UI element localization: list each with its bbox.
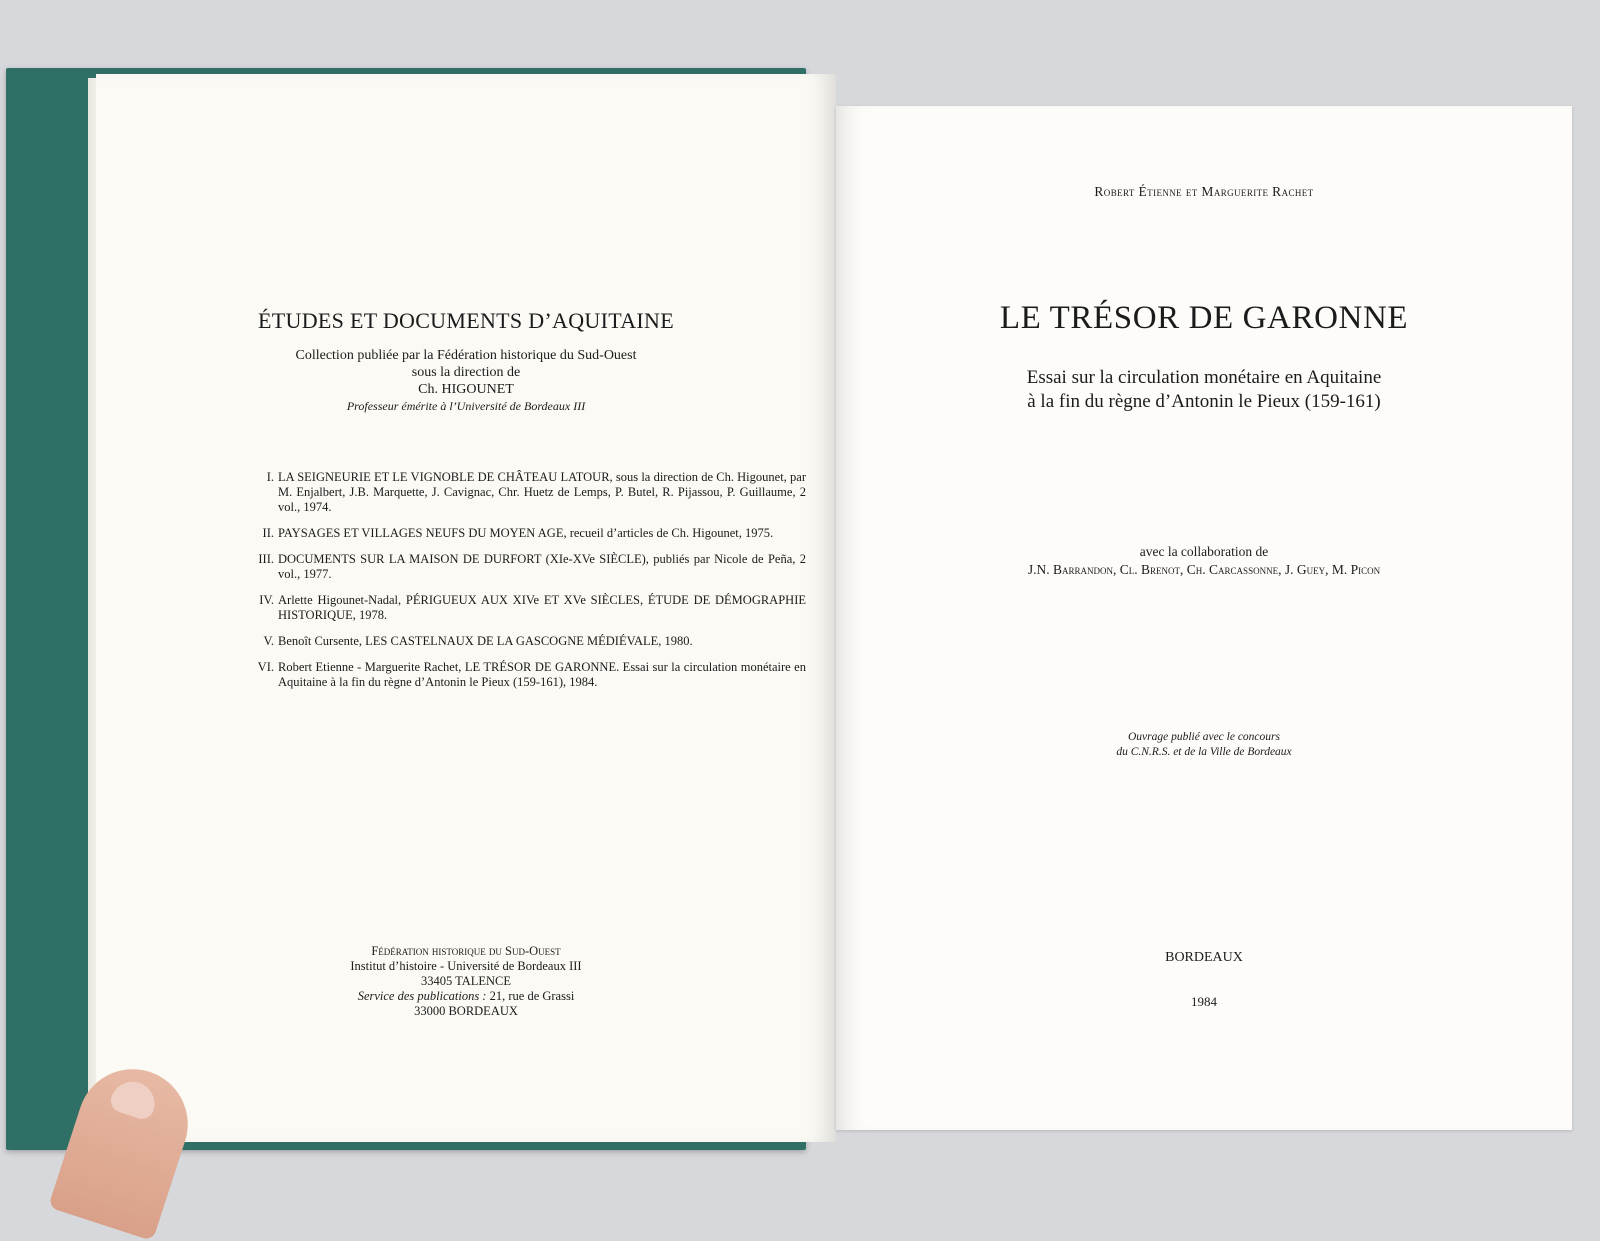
collab-intro: avec la collaboration de <box>1139 544 1269 559</box>
book-authors: Robert Étienne et Marguerite Rachet <box>1094 184 1314 199</box>
series-list-item <box>248 593 806 623</box>
publisher-block <box>96 944 836 1019</box>
support-line-2: du C.N.R.S. et de la Ville de Bordeaux <box>1116 746 1292 758</box>
service-label: Service des publications : <box>357 989 487 1003</box>
subtitle-line-2: à la fin du règne d’Antonin le Pieux (159-161) <box>1027 391 1381 412</box>
series-list-item <box>248 660 806 690</box>
support-note <box>836 730 1572 760</box>
series-list <box>248 470 806 701</box>
item-number: IV. <box>259 593 274 607</box>
subtitle-line-1: Essai sur la circulation monétaire en Aquitaine <box>1026 367 1382 388</box>
item-text: Benoît Cursente, LES CASTELNAUX DE LA GASCOGNE MÉDIÉVALE, 1980. <box>278 634 693 648</box>
imprint-year: 1984 <box>1191 994 1217 1009</box>
collaborators: J.N. Barrandon, Cl. Brenot, Ch. Carcassonne, J. Guey, M. Picon <box>1027 562 1381 577</box>
support-line-1: Ouvrage publié avec le concours <box>1127 731 1280 743</box>
publisher-city: 33000 BORDEAUX <box>414 1004 518 1018</box>
series-collection-block <box>96 347 836 415</box>
publisher-service <box>96 989 836 1004</box>
publisher-name: Fédération historique du Sud-Ouest <box>371 944 561 958</box>
item-number: I. <box>266 470 274 484</box>
director-name: Ch. HIGOUNET <box>418 382 514 397</box>
item-number: III. <box>258 552 274 566</box>
publisher-institute: Institut d’histoire - Université de Bordeaux III <box>350 959 582 973</box>
series-title: ÉTUDES ET DOCUMENTS D’AQUITAINE <box>258 308 674 333</box>
book-subtitle <box>836 366 1572 414</box>
item-text: Arlette Higounet-Nadal, PÉRIGUEUX AUX XIVe ET XVe SIÈCLES, ÉTUDE DE DÉMOGRAPHIE HISTORIQUE, 1978. <box>278 593 806 622</box>
item-text: Robert Etienne - Marguerite Rachet, LE TRÉSOR DE GARONNE. Essai sur la circulation monétaire en Aquitaine à la fin du règne d’Antonin le Pieux (159-161), 1984. <box>278 660 806 689</box>
series-list-item <box>248 552 806 582</box>
collection-line: Collection publiée par la Fédération historique du Sud-Ouest <box>295 348 637 363</box>
series-list-item <box>248 526 806 541</box>
series-list-item <box>248 634 806 649</box>
right-page <box>836 106 1572 1130</box>
director-title: Professeur émérite à l’Université de Bordeaux III <box>346 399 586 413</box>
service-address: 21, rue de Grassi <box>489 989 575 1003</box>
publisher-postal: 33405 TALENCE <box>420 974 512 988</box>
item-number: VI. <box>257 660 274 674</box>
direction-line: sous la direction de <box>411 365 521 380</box>
item-number: V. <box>263 634 274 648</box>
item-text: PAYSAGES ET VILLAGES NEUFS DU MOYEN AGE, recueil d’articles de Ch. Higounet, 1975. <box>278 526 774 540</box>
book-title: LE TRÉSOR DE GARONNE <box>999 300 1409 336</box>
imprint-city: BORDEAUX <box>1165 950 1243 965</box>
item-text: DOCUMENTS SUR LA MAISON DE DURFORT (XIe-XVe SIÈCLE), publiés par Nicole de Peña, 2 vol., 1977. <box>278 552 806 581</box>
collaboration-block <box>836 543 1572 579</box>
series-list-item <box>248 470 806 515</box>
item-number: II. <box>262 526 274 540</box>
item-text: LA SEIGNEURIE ET LE VIGNOBLE DE CHÂTEAU LATOUR, sous la direction de Ch. Higounet, par M. Enjalbert, J.B. Marquette, J. Cavignac, Chr. Huetz de Lemps, P. Butel, R. Pijassou, P. Guillaume, 2 vol., 1974. <box>278 470 806 514</box>
